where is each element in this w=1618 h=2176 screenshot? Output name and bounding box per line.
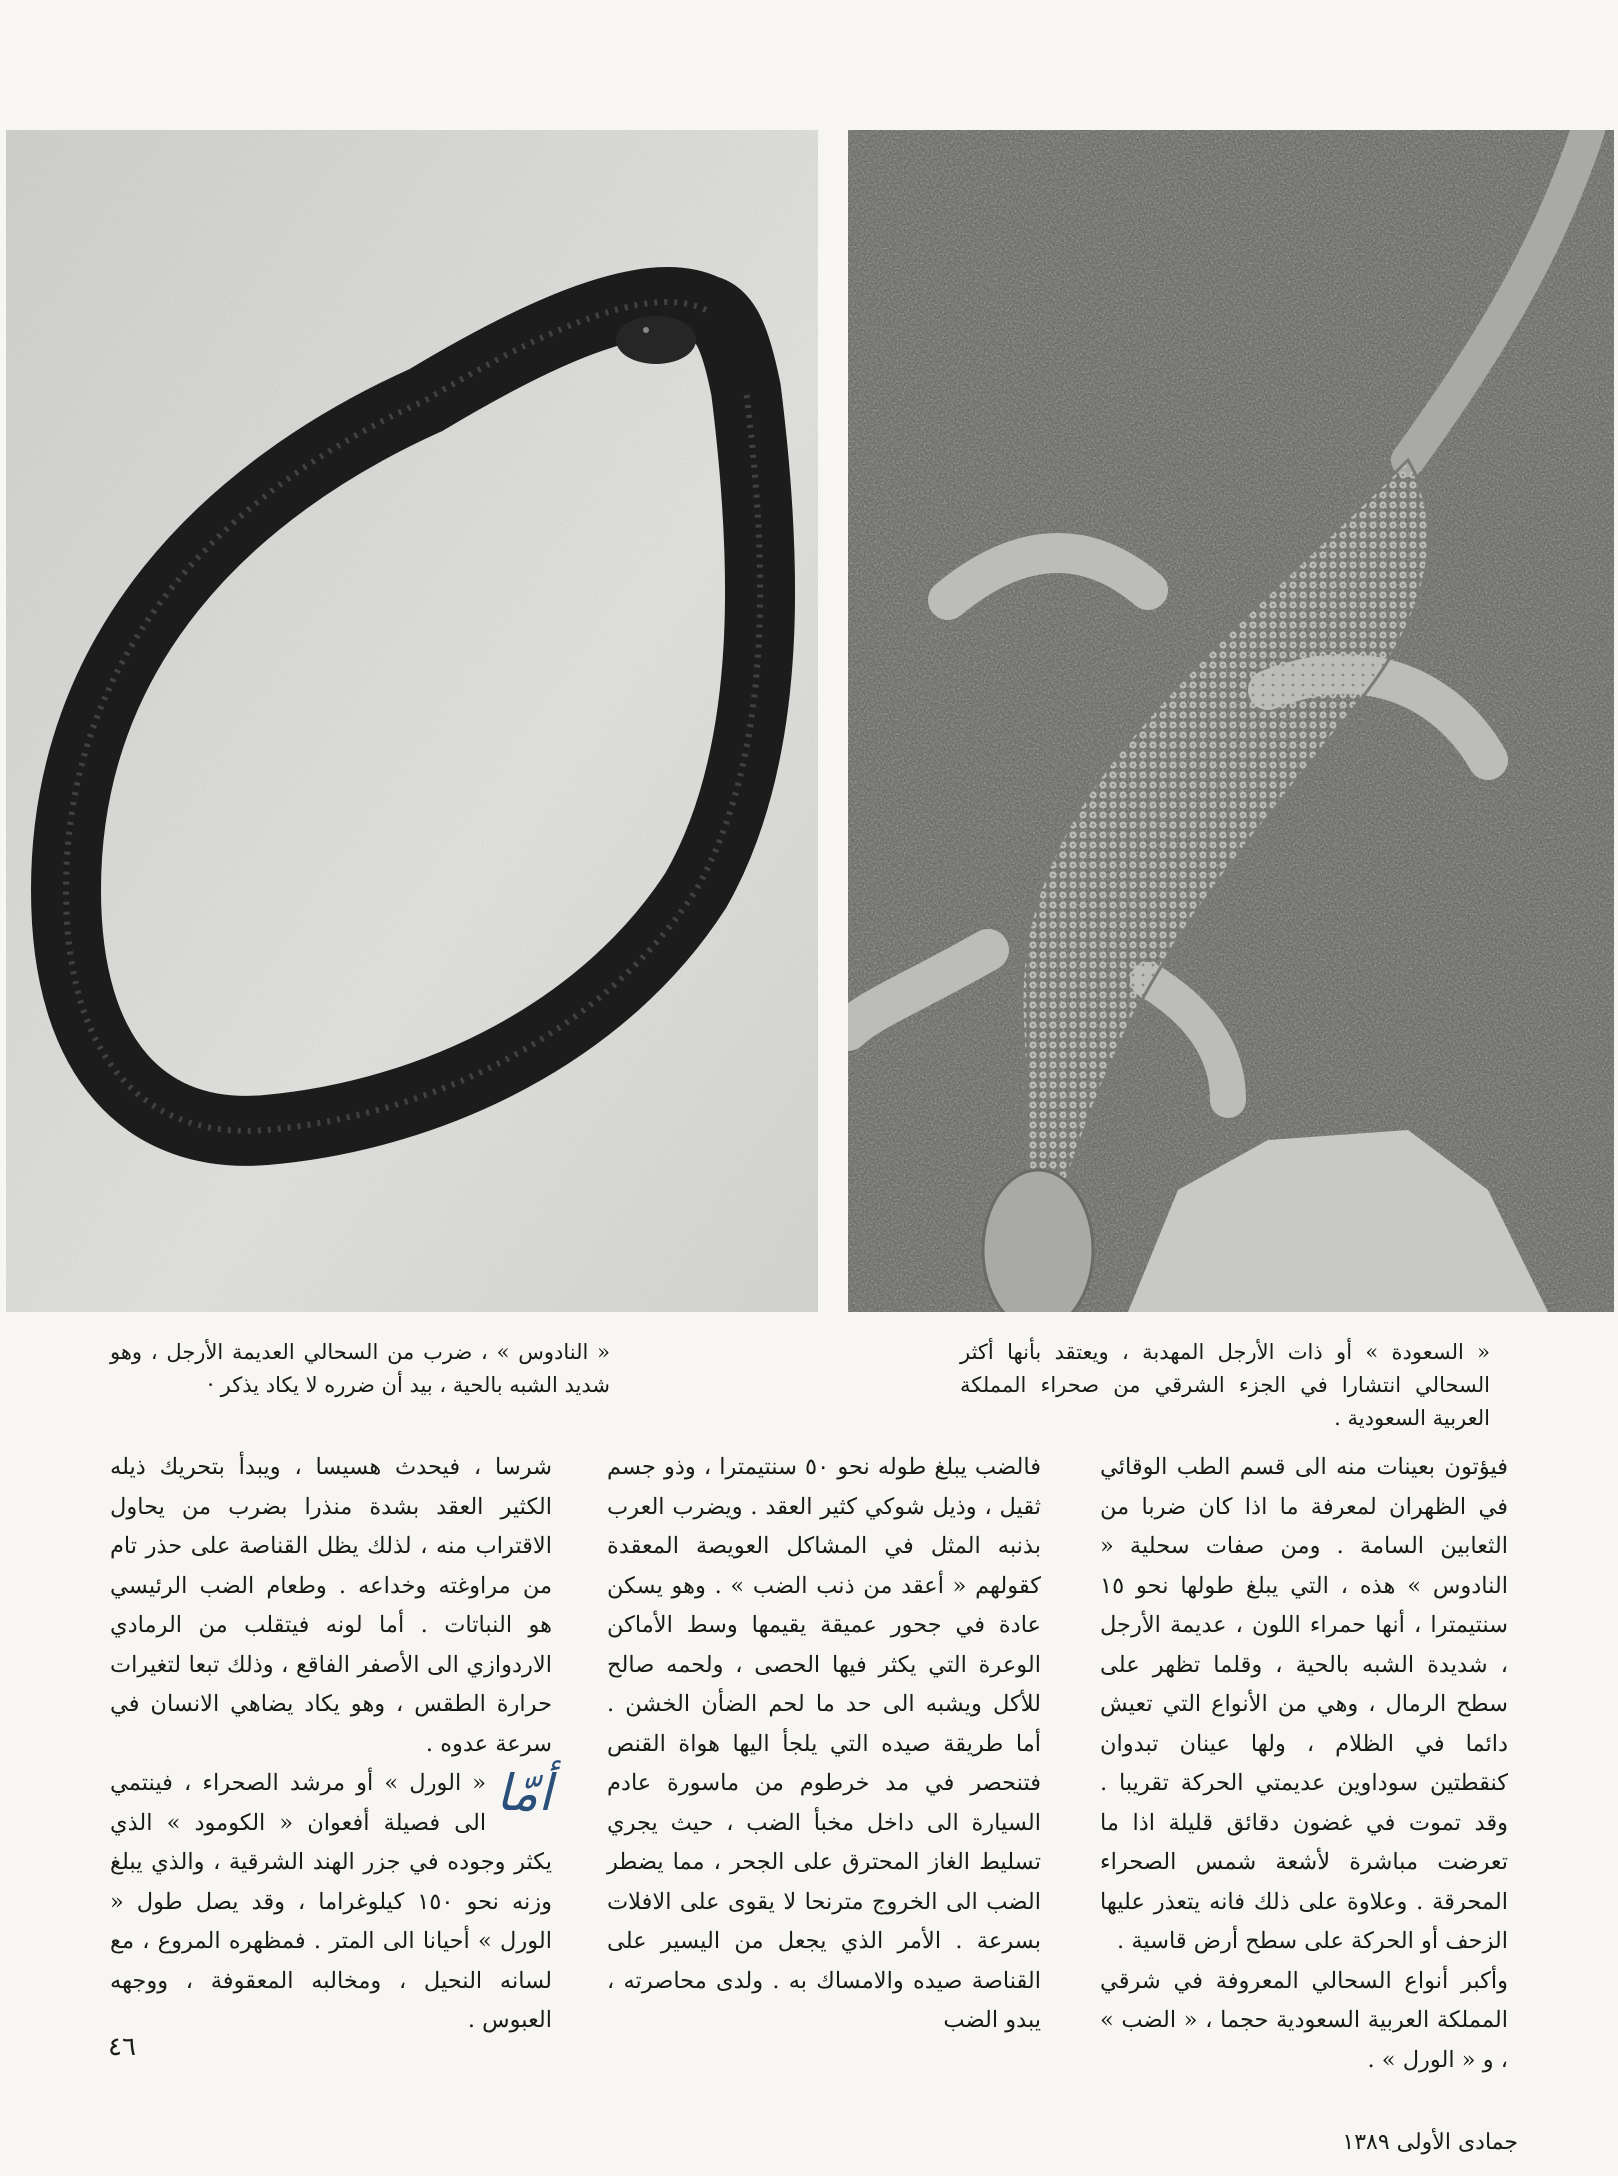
left-column-paragraph-2: [110, 1764, 552, 2041]
left-column-paragraph-1: شرسا ، فيحدث هسيسا ، ويبدأ بتحريك ذيله الكثير العقد بشدة منذرا بضرب من يحاول الاقتراب منه ، لذلك يظل القناصة على حذر تام من مراوغته وخداعه . وطعام الضب الرئيسي هو النباتات . أما لونه فيتقلب من الرمادي الاردوازي الى الأصفر الفاقع ، وذلك تبعا لتغيرات حرارة الطقس ، وهو يكاد يضاهي الانسان في سرعة عدوه .: [110, 1454, 552, 1757]
left-column-paragraph-2-text: « الورل » أو مرشد الصحراء ، فينتمي الى فصيلة أفعوان « الكومود » الذي يكثر وجوده في جزر الهند الشرقية ، والذي يبلغ وزنه نحو ١٥٠ كيلوغراما ، وقد يصل طول « الورل » أحيانا الى المتر . فمظهره المروع ، مع لسانه النحيل ، ومخالبه المعقوفة ، ووجهه العبوس .: [110, 1770, 552, 2033]
article-column-left: [110, 1448, 552, 2041]
dropcap-ornament: أمّا: [496, 1764, 552, 1822]
article-column-right: [1100, 1448, 1508, 2080]
fringe-toed-lizard-photo: [848, 130, 1614, 1312]
article-column-middle: [607, 1448, 1041, 2041]
right-photo-caption: « السعودة » أو ذات الأرجل المهدبة ، ويعتقد بأنها أكثر السحالي انتشارا في الجزء الشرقي من صحراء المملكة العربية السعودية .: [960, 1340, 1490, 1430]
legless-lizard-image: [6, 130, 818, 1312]
fringe-toed-lizard-image: [848, 130, 1614, 1312]
issue-date: جمادى الأولى ١٣٨٩: [1342, 2130, 1518, 2155]
page-number: ٤٦: [108, 2032, 136, 2062]
left-photo-caption: « النادوس » ، ضرب من السحالي العديمة الأرجل ، وهو شديد الشبه بالحية ، بيد أن ضرره لا يكاد يذكر ·: [110, 1340, 610, 1397]
legless-lizard-photo: [6, 130, 818, 1312]
right-column-paragraph-1: فيؤتون بعينات منه الى قسم الطب الوقائي في الظهران لمعرفة ما اذا كان ضربا من الثعابين السامة . ومن صفات سحلية « النادوس » هذه ، التي يبلغ طولها نحو ١٥ سنتيمترا ، أنها حمراء اللون ، عديمة الأرجل ، شديدة الشبه بالحية ، وقلما تظهر على سطح الرمال ، وهي من الأنواع التي تعيش دائما في الظلام ، ولها عينان تبدوان كنقطتين سوداوين عديمتي الحركة تقريبا . وقد تموت في غضون دقائق قليلة اذا ما تعرضت مباشرة لأشعة شمس الصحراء المحرقة . وعلاوة على ذلك فانه يتعذر عليها الزحف أو الحركة على سطح أرض قاسية .: [1100, 1454, 1508, 1954]
middle-column-paragraph-1: فالضب يبلغ طوله نحو ٥٠ سنتيمترا ، وذو جسم ثقيل ، وذيل شوكي كثير العقد . ويضرب العرب بذنبه المثل في المشاكل العويصة المعقدة كقولهم « أعقد من ذنب الضب » . وهو يسكن عادة في جحور عميقة يقيمها وسط الأماكن الوعرة التي يكثر فيها الحصى ، ولحمه صالح للأكل ويشبه الى حد ما لحم الضأن الخشن . أما طريقة صيده التي يلجأ اليها هواة القنص فتنحصر في مد خرطوم من ماسورة عادم السيارة الى داخل مخبأ الضب ، حيث يجري تسليط الغاز المحترق على الجحر ، مما يضطر الضب الى الخروج مترنحا لا يقوى على الافلات بسرعة . الأمر الذي يجعل من اليسير على القناصة صيده والامساك به . ولدى محاصرته ، يبدو الضب: [607, 1454, 1042, 2033]
right-column-paragraph-2: وأكبر أنواع السحالي المعروفة في شرقي المملكة العربية السعودية حجما ، « الضب » ، و « الورل » .: [1100, 1967, 1508, 2073]
